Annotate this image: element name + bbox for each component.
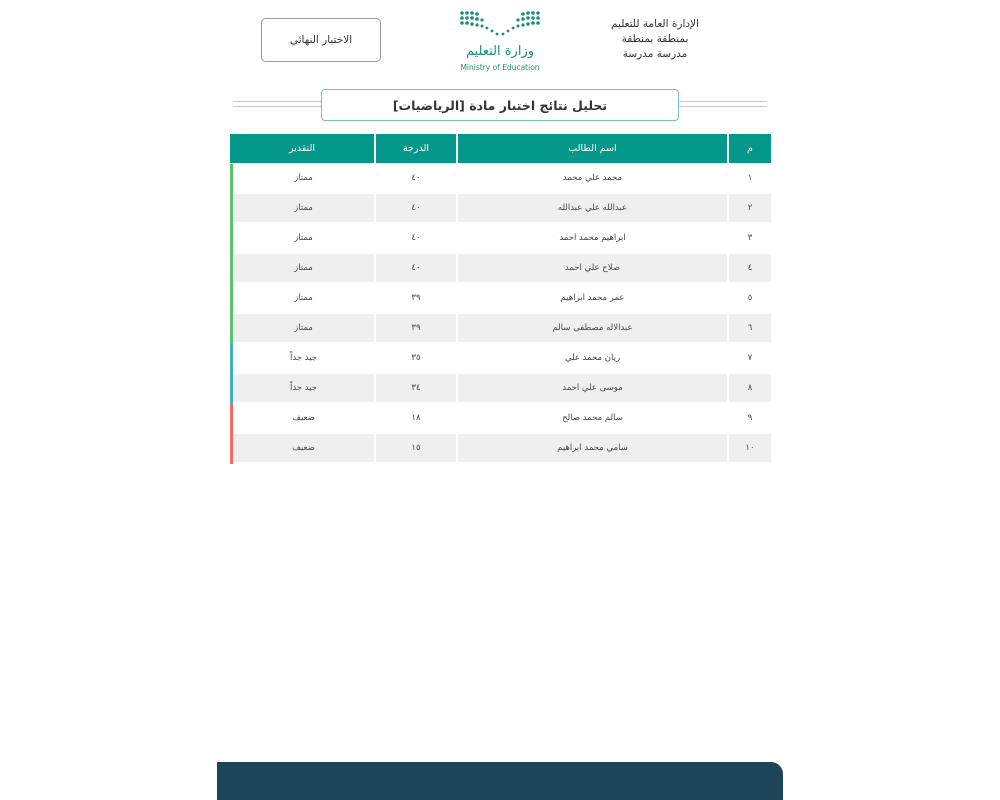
results-table xyxy=(230,134,771,464)
header-student-name: اسم الطالب xyxy=(458,134,727,163)
organization-header xyxy=(600,17,710,62)
row-number: ٧ xyxy=(729,344,771,372)
row-number: ٨ xyxy=(729,374,771,402)
student-rating: ممتاز xyxy=(233,224,374,252)
page-title: تحليل نتائج اختبار مادة [الرياضيات] xyxy=(321,89,679,121)
row-number: ١ xyxy=(729,164,771,192)
row-number: ٥ xyxy=(729,284,771,312)
exam-type-box: الاختبار النهائي xyxy=(261,18,381,62)
row-number: ٢ xyxy=(729,194,771,222)
student-grade: ١٨ xyxy=(376,404,456,432)
table-header-row xyxy=(230,134,771,162)
student-grade: ٣٤ xyxy=(376,374,456,402)
logo-arabic-text: وزارة التعليم xyxy=(465,44,535,59)
student-rating: ضعيف xyxy=(233,404,374,432)
row-number: ٩ xyxy=(729,404,771,432)
student-name: محمد علي محمد xyxy=(458,164,727,192)
header-grade: الدرجة xyxy=(376,134,456,163)
row-number: ٦ xyxy=(729,314,771,342)
org-line-school: مدرسة مدرسة xyxy=(622,48,688,60)
header-number: م xyxy=(729,134,771,163)
student-rating: ممتاز xyxy=(233,314,374,342)
student-grade: ٣٩ xyxy=(376,314,456,342)
ministry-logo-dots-icon xyxy=(450,8,550,42)
row-number: ٣ xyxy=(729,224,771,252)
student-name: موسى علي احمد xyxy=(458,374,727,402)
student-name: عمر محمد ابراهيم xyxy=(458,284,727,312)
student-rating: ممتاز xyxy=(233,254,374,282)
student-grade: ٣٩ xyxy=(376,284,456,312)
student-grade: ٤٠ xyxy=(376,194,456,222)
table-row xyxy=(230,224,771,252)
table-row xyxy=(230,284,771,312)
table-body xyxy=(230,164,771,462)
footer-bar xyxy=(217,762,783,800)
student-rating: جيد جداً xyxy=(233,344,374,372)
student-grade: ٤٠ xyxy=(376,254,456,282)
title-divider-right xyxy=(679,101,767,107)
student-rating: جيد جداً xyxy=(233,374,374,402)
logo-english-text: Ministry of Education xyxy=(460,63,540,72)
student-grade: ٤٠ xyxy=(376,164,456,192)
ministry-logo xyxy=(450,8,550,74)
student-grade: ٣٥ xyxy=(376,344,456,372)
row-number: ٤ xyxy=(729,254,771,282)
table-row xyxy=(230,314,771,342)
student-grade: ١٥ xyxy=(376,434,456,462)
student-name: ابراهيم محمد احمد xyxy=(458,224,727,252)
header-rating: التقدير xyxy=(230,134,374,163)
student-name: عبدالاله مصطفى سالم xyxy=(458,314,727,342)
table-row xyxy=(230,254,771,282)
student-rating: ممتاز xyxy=(233,284,374,312)
student-rating: ضعيف xyxy=(233,434,374,462)
student-name: ريان محمد علي xyxy=(458,344,727,372)
row-number: ١٠ xyxy=(729,434,771,462)
table-row xyxy=(230,344,771,372)
student-rating: ممتاز xyxy=(233,194,374,222)
org-line-general-administration: الإدارة العامة للتعليم xyxy=(611,18,699,30)
table-row xyxy=(230,434,771,462)
table-row xyxy=(230,194,771,222)
student-name: صلاح علي احمد xyxy=(458,254,727,282)
title-divider-left xyxy=(233,101,321,107)
student-name: سامي محمد ابراهيم xyxy=(458,434,727,462)
student-name: عبدالله علي عبدالله xyxy=(458,194,727,222)
student-rating: ممتاز xyxy=(233,164,374,192)
student-name: سالم محمد صالح xyxy=(458,404,727,432)
table-row xyxy=(230,404,771,432)
org-line-region: بمنطقة بمنطقة xyxy=(621,33,689,45)
table-row xyxy=(230,164,771,192)
student-grade: ٤٠ xyxy=(376,224,456,252)
table-row xyxy=(230,374,771,402)
